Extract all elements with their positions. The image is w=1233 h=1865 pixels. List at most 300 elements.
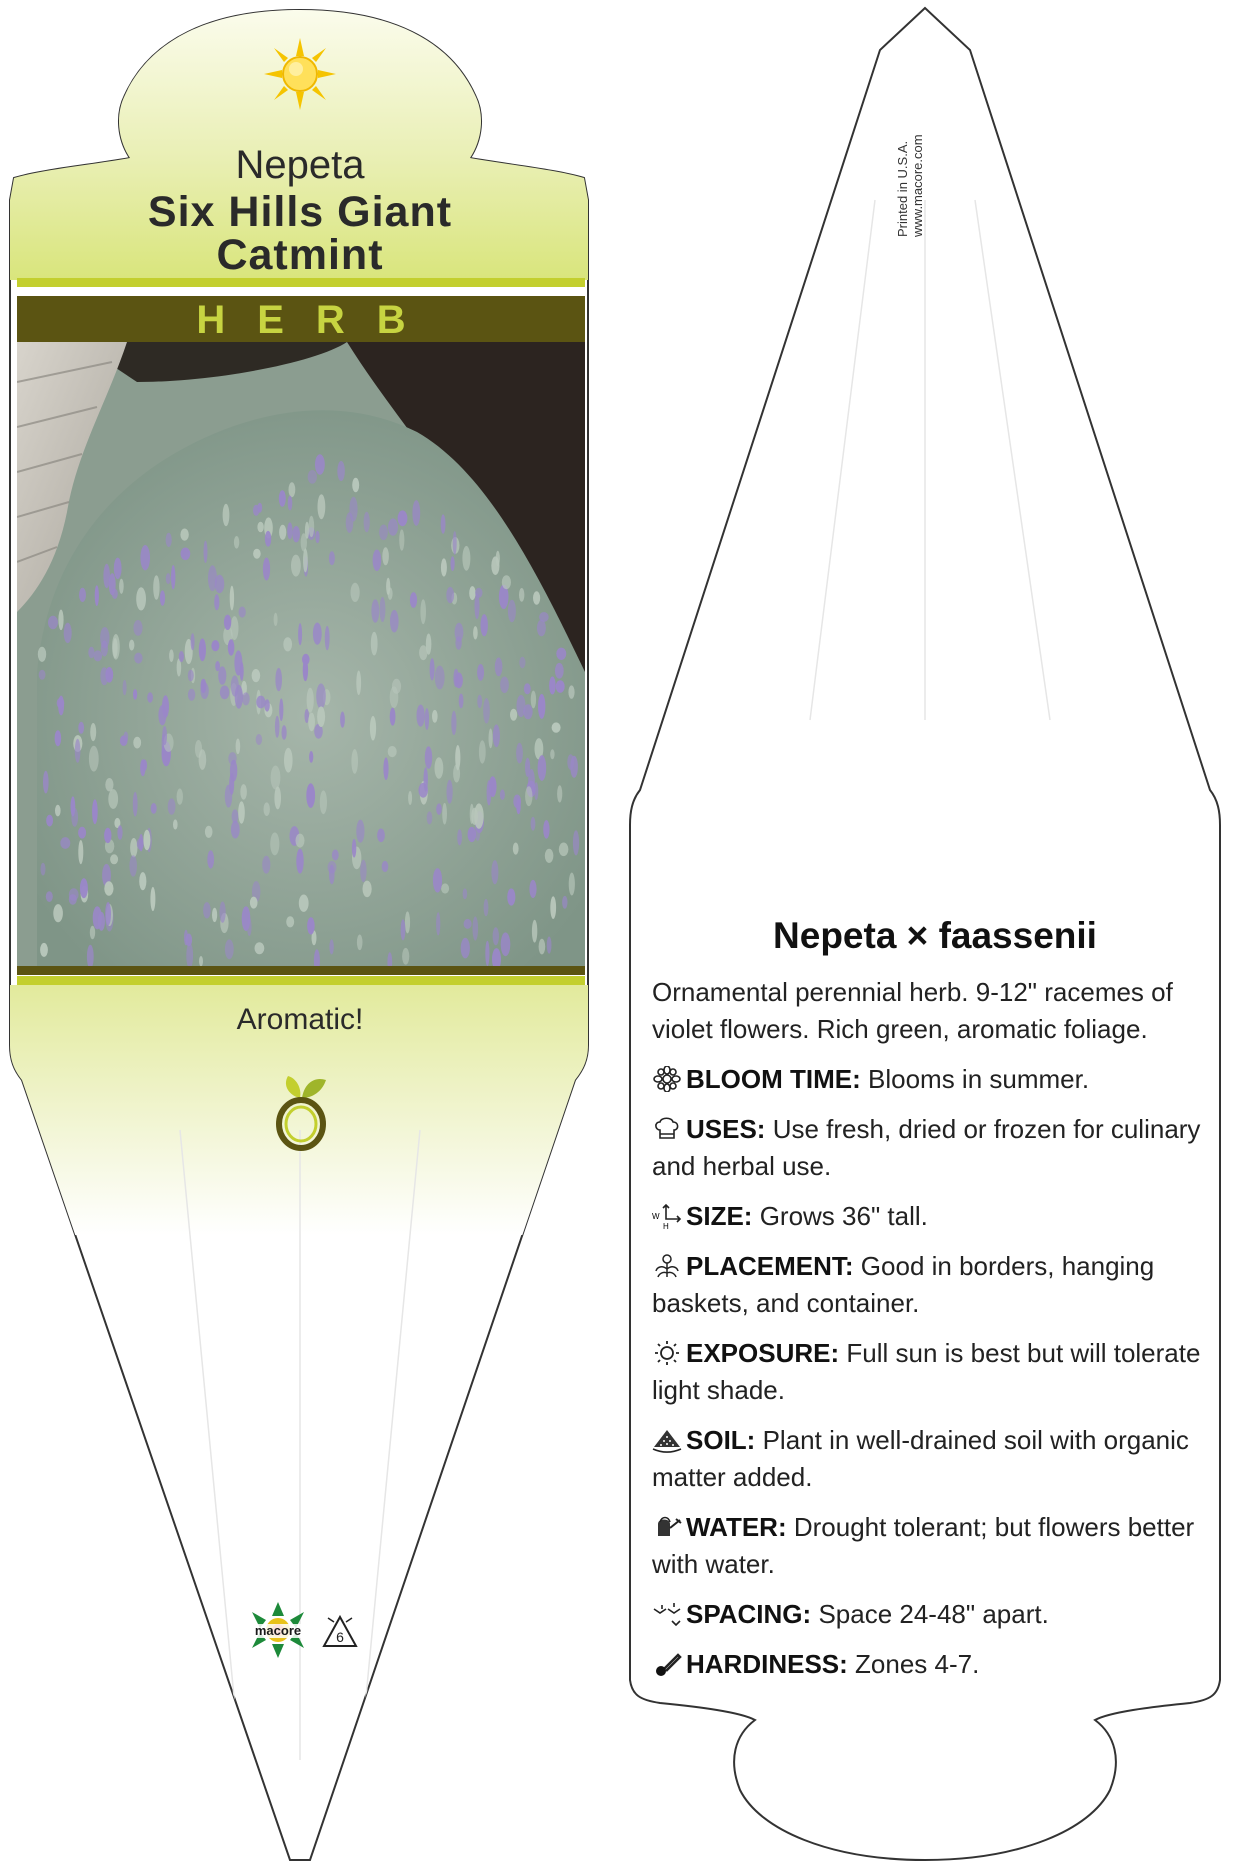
flower-spike (39, 670, 46, 680)
flower-spike (270, 832, 279, 855)
flower-spike (412, 500, 420, 526)
soil-icon (652, 1427, 682, 1453)
flower-spike (377, 829, 385, 843)
flower-spike (493, 927, 499, 945)
flower-spike (549, 677, 556, 695)
flower-spike (203, 902, 211, 918)
flower-spike (390, 610, 399, 633)
flower-spike (573, 830, 579, 855)
flower-spike (199, 749, 207, 770)
flower-spike (337, 461, 345, 481)
flower-spike (104, 828, 111, 843)
bloom-time-row (652, 1061, 1212, 1098)
flower-spike (402, 948, 409, 965)
uses-label: USES: (686, 1114, 766, 1144)
water-row (652, 1509, 1212, 1583)
hardiness-label: HARDINESS: (686, 1649, 848, 1679)
flower-spike (160, 590, 165, 605)
flower-spike (275, 668, 282, 691)
flower-spike (199, 638, 206, 661)
flower-spike (390, 708, 396, 726)
flower-spike (513, 843, 519, 855)
flower-spike (177, 789, 183, 805)
flower-spike (252, 669, 261, 682)
soil-text: Plant in well-drained soil with organic matter added. (652, 1425, 1189, 1492)
flower-spike (218, 666, 226, 684)
flower-spike (143, 830, 150, 850)
flower-spike (188, 670, 194, 682)
sun-icon (262, 36, 338, 112)
flower-spike (220, 902, 226, 923)
soil-label: SOIL: (686, 1425, 756, 1455)
flower-spike (307, 917, 315, 934)
placement-row (652, 1248, 1212, 1322)
flower-spike (262, 856, 270, 874)
flower-spike (340, 712, 345, 728)
flower-spike (446, 587, 454, 603)
flower-spike (307, 688, 314, 713)
flower-spike (534, 782, 538, 800)
flower-spike (468, 827, 477, 842)
flower-spike (282, 725, 287, 740)
flower-spike (320, 790, 327, 814)
flower-spike (105, 902, 111, 926)
flower-spike (64, 623, 72, 643)
flower-spike (231, 616, 239, 640)
svg-text:W: W (652, 1212, 660, 1221)
tagline: Aromatic! (236, 1003, 364, 1036)
flower-spike (229, 773, 234, 795)
flower-spike (223, 504, 230, 526)
flower-spike (547, 937, 552, 954)
flower-spike (228, 752, 236, 765)
printed-in: Printed in U.S.A. (895, 140, 910, 237)
flower-spike (303, 548, 308, 572)
flower-spike (41, 863, 46, 876)
flower-spike (473, 916, 479, 940)
flower-spike (240, 662, 244, 681)
watering-can-icon (652, 1514, 682, 1540)
flower-spike (133, 620, 142, 636)
flower-spike (484, 899, 489, 916)
flower-spike (436, 912, 440, 935)
flower-spike (296, 849, 303, 874)
flower-spike (180, 529, 188, 541)
flower-spike (247, 918, 252, 936)
flower-spike (230, 586, 234, 611)
flower-spike (240, 784, 247, 800)
flower-spike (271, 766, 281, 790)
flower-spike (105, 667, 113, 683)
flower-spike (501, 932, 511, 956)
hardiness-text: Zones 4-7. (855, 1649, 980, 1679)
brand-name: macore (254, 1623, 302, 1638)
flower-spike (464, 919, 472, 929)
flower-spike (58, 696, 64, 716)
variety-title-line-1: Six Hills Giant (147, 188, 453, 236)
flower-spike (398, 510, 408, 526)
flower-spike (550, 749, 554, 759)
flower-spike (388, 518, 398, 535)
flower-spike (371, 632, 378, 656)
photo-dark-band (17, 966, 585, 975)
flower-spike (349, 497, 357, 522)
flower-spike (78, 840, 83, 864)
flower-spike (315, 454, 325, 475)
flower-spike (305, 522, 309, 539)
flower-spike (364, 512, 370, 533)
flower-spike (158, 705, 166, 725)
flower-spike (424, 767, 428, 791)
flower-spike (236, 739, 241, 755)
flower-spike (234, 536, 239, 549)
flower-spike (399, 529, 404, 550)
flower-spike (477, 695, 482, 708)
flower-spike (455, 673, 463, 689)
flower-spike (425, 746, 432, 769)
flower-spike (491, 860, 498, 884)
flower-spike (539, 612, 549, 622)
bloom-time-text: Blooms in summer. (868, 1064, 1090, 1094)
flower-spike (264, 802, 270, 816)
flower-spike (94, 650, 103, 661)
flower-spike (309, 751, 313, 763)
flower-spike (40, 943, 48, 957)
flower-spike (53, 904, 63, 922)
flower-spike (275, 716, 280, 738)
flower-spike (303, 659, 308, 681)
flower-spike (451, 556, 455, 571)
flower-spike (453, 531, 457, 555)
flower-spike (306, 783, 315, 808)
flower-spike (508, 600, 516, 623)
flower-spike (309, 516, 315, 537)
flower-spike (495, 658, 503, 677)
flower-spike (228, 639, 235, 655)
flower-spike (225, 939, 234, 959)
flower-spike (242, 692, 250, 705)
flower-spike (317, 706, 325, 727)
flower-spike (253, 549, 261, 559)
flower-spike (318, 494, 326, 519)
bloom-time-label: BLOOM TIME: (686, 1064, 861, 1094)
flower-spike (405, 911, 410, 933)
flower-spike (60, 837, 70, 849)
flower-spike (299, 895, 309, 912)
water-label: WATER: (686, 1512, 787, 1542)
website: www.macore.com (910, 134, 925, 237)
flower-spike (166, 573, 171, 584)
flower-spike (462, 546, 470, 571)
flower-spike (137, 838, 144, 850)
flower-spike (532, 920, 537, 943)
flower-spike (352, 478, 359, 492)
flower-spike (516, 743, 523, 764)
flower-spike (55, 730, 62, 746)
flower-spike (263, 558, 270, 581)
flower-spike (496, 551, 500, 566)
flower-spike (531, 691, 536, 709)
flower-spike (417, 705, 425, 727)
flower-spike (457, 829, 462, 845)
flower-spike (329, 551, 335, 565)
flower-spike (432, 710, 438, 723)
flower-spike (360, 860, 366, 883)
flower-spike (274, 613, 278, 626)
flower-spike (231, 675, 239, 696)
flower-spike (441, 558, 447, 576)
flower-spike (388, 746, 397, 757)
flower-spike (370, 716, 376, 741)
flower-spike (215, 575, 225, 593)
flower-spike (562, 896, 567, 909)
flower-spike (308, 470, 317, 484)
flower-spike (308, 713, 315, 732)
flower-spike (401, 919, 406, 940)
flower-spike (425, 708, 429, 730)
flower-spike (442, 803, 447, 825)
flower-spike (238, 801, 245, 823)
flower-spike (286, 916, 294, 927)
flower-spike (153, 575, 159, 600)
flower-spike (79, 588, 86, 602)
flower-spike (291, 555, 301, 577)
flower-spike (517, 695, 526, 717)
flower-spike (257, 522, 263, 533)
flower-spike (113, 638, 118, 658)
flower-spike (207, 850, 214, 868)
flower-spike (316, 683, 326, 709)
uses-text: Use fresh, dried or frozen for culinary and herbal use. (652, 1114, 1201, 1181)
flower-spike (451, 711, 456, 735)
flower-spike (168, 798, 176, 814)
flower-spike (352, 839, 356, 858)
flower-spike (380, 597, 386, 622)
category-label: HERB (196, 298, 438, 342)
flower-spike (250, 897, 258, 909)
flower-spike (283, 637, 292, 651)
flower-spike (88, 647, 94, 658)
exposure-row (652, 1335, 1212, 1409)
flower-spike (43, 771, 49, 794)
flower-spike (101, 641, 108, 657)
flower-spike (104, 881, 113, 896)
flower-spike (46, 815, 53, 827)
flower-spike (279, 698, 283, 721)
placement-icon (652, 1253, 682, 1279)
flower-spike (500, 789, 505, 800)
flower-spike (114, 558, 122, 579)
flower-spike (188, 689, 195, 701)
flower-spike (201, 679, 207, 693)
flower-spike (559, 843, 569, 857)
flower-spike (55, 805, 61, 817)
flower-spike (433, 868, 442, 892)
flower-spike (112, 589, 118, 599)
flower-spike (129, 855, 137, 876)
flower-spike (105, 778, 113, 791)
flower-spike (287, 522, 292, 539)
uses-row (652, 1111, 1212, 1185)
flower-spike (487, 780, 492, 805)
flower-spike (256, 734, 262, 745)
recycle-6-icon (320, 1614, 360, 1650)
seedling-logo-icon (270, 1068, 332, 1152)
description: Ornamental perennial herb. 9-12" racemes of violet flowers. Rich green, aromatic foliage. (652, 977, 1173, 1044)
flower-spike (408, 791, 412, 805)
svg-text:H: H (663, 1222, 669, 1229)
flower-spike (379, 525, 388, 541)
placement-text: Good in borders, hanging baskets, and container. (652, 1251, 1155, 1318)
thermometer-icon (652, 1651, 682, 1677)
spacing-icon (652, 1601, 682, 1627)
flower-spike (481, 614, 488, 636)
flower-spike (475, 588, 482, 598)
flower-spike (533, 591, 540, 605)
flower-spike (483, 698, 490, 724)
flower-spike (120, 735, 128, 746)
flower-spike (485, 941, 489, 966)
flower-spike (90, 926, 95, 939)
flower-spike (315, 531, 319, 543)
flower-spike (211, 640, 219, 651)
flower-icon (652, 1066, 682, 1092)
size-text: Grows 36" tall. (759, 1201, 928, 1231)
flower-spike (383, 757, 388, 780)
flower-spike (265, 531, 271, 547)
flower-spike (479, 740, 486, 763)
variety-title-line-2: Catmint (216, 231, 384, 279)
flower-spike (329, 865, 335, 884)
soil-row (652, 1422, 1212, 1496)
flower-spike (95, 585, 99, 606)
flower-spike (510, 709, 517, 721)
flower-spike (471, 808, 478, 825)
flower-spike (441, 883, 449, 893)
hardiness-row (652, 1646, 1212, 1683)
placement-label: PLACEMENT: (686, 1251, 854, 1281)
flower-spike (568, 685, 574, 698)
flower-spike (284, 748, 293, 773)
flower-spike (134, 653, 142, 664)
flower-spike (441, 514, 446, 533)
flower-spike (543, 820, 549, 839)
size-label: SIZE: (686, 1201, 753, 1231)
flower-spike (455, 636, 461, 649)
flower-spike (199, 956, 203, 966)
flower-spike (231, 821, 240, 839)
flower-spike (147, 692, 153, 702)
flower-spike (140, 759, 145, 776)
flower-spike (133, 737, 141, 749)
flower-spike (289, 482, 296, 497)
flower-spike (325, 626, 330, 650)
flower-spike (292, 526, 300, 542)
flower-spike (98, 912, 105, 931)
spacing-label: SPACING: (686, 1599, 812, 1629)
flower-spike (500, 677, 509, 694)
flower-spike (477, 664, 484, 681)
flower-spike (90, 723, 96, 741)
spacing-row (652, 1596, 1212, 1633)
flower-spike (204, 541, 208, 563)
flower-spike (436, 803, 442, 814)
flower-spike (531, 817, 536, 831)
flower-spike (133, 689, 137, 700)
flower-spike (410, 592, 417, 608)
printed-info (895, 97, 965, 237)
flower-spike (463, 888, 468, 899)
flower-spike (78, 722, 84, 734)
flower-spike (552, 722, 561, 732)
flower-spike (363, 881, 372, 898)
flower-spike (123, 680, 127, 695)
flower-spike (78, 827, 86, 839)
flower-spike (356, 820, 364, 843)
flower-spike (89, 746, 99, 772)
flower-spike (162, 726, 167, 745)
flower-spike (140, 545, 150, 570)
sun-outline-icon (652, 1340, 682, 1366)
flower-spike (71, 796, 76, 816)
flower-spike (507, 888, 515, 905)
flower-spike (550, 896, 556, 919)
flower-spike (545, 849, 554, 863)
flower-spike (130, 838, 137, 857)
flower-spike (205, 826, 213, 838)
exposure-text: Full sun is best but will tolerate light shade. (652, 1338, 1201, 1405)
flower-spike (556, 680, 565, 693)
flower-spike (329, 939, 333, 954)
flower-spike (538, 694, 545, 719)
flower-spike (239, 607, 246, 618)
spacing-text: Space 24-48" apart. (818, 1599, 1049, 1629)
care-instructions (652, 974, 1212, 1696)
flower-spike (473, 626, 478, 639)
flower-spike (181, 548, 191, 561)
flower-spike (430, 658, 435, 680)
flower-spike (373, 550, 382, 572)
flower-spike (502, 575, 511, 589)
flower-spike (382, 861, 389, 872)
flower-spike (48, 616, 58, 630)
flower-spike (524, 683, 531, 694)
flower-spike (38, 647, 46, 662)
flower-spike (214, 594, 219, 610)
flower-spike (279, 525, 286, 540)
flower-spike (274, 786, 281, 809)
flower-spike (557, 785, 562, 802)
exposure-label: EXPOSURE: (686, 1338, 840, 1368)
flower-spike (151, 803, 157, 814)
flower-spike (136, 587, 146, 610)
flower-spike (69, 894, 77, 905)
flower-spike (179, 651, 184, 662)
flower-spike (92, 799, 98, 824)
flower-spike (529, 880, 536, 898)
flower-spike (257, 503, 262, 513)
flower-spike (427, 811, 433, 824)
flower-spike (386, 578, 390, 595)
flower-spike (382, 547, 389, 565)
flower-spike (75, 739, 81, 763)
plant-photo (17, 342, 585, 966)
flower-spike (493, 724, 500, 747)
flower-spike (133, 792, 138, 817)
flower-spike (298, 623, 302, 645)
flower-spike (279, 490, 286, 507)
flower-spike (489, 729, 493, 749)
